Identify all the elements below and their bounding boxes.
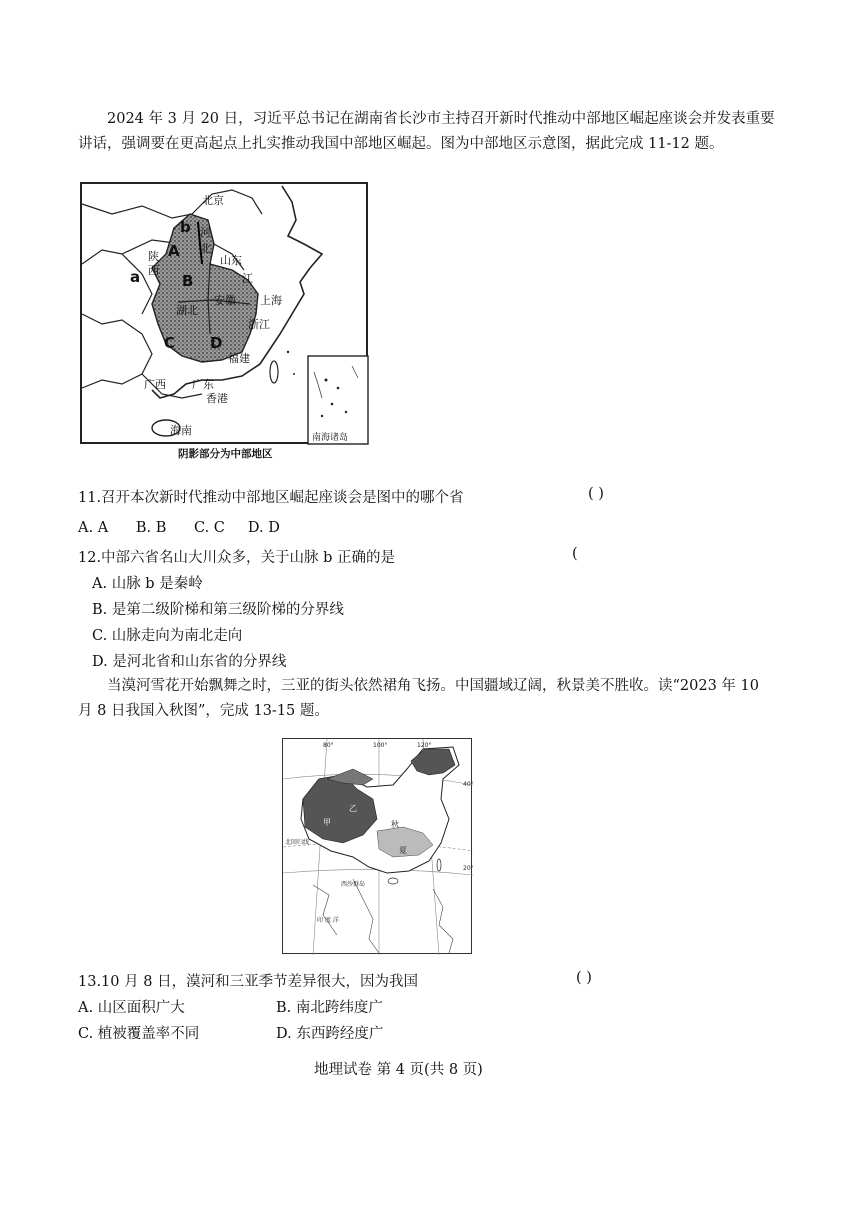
label-guangxi: 广西 bbox=[144, 378, 166, 391]
page-footer: 地理试卷 第 4 页(共 8 页) bbox=[314, 1062, 483, 1078]
q11-bracket: ( ) bbox=[588, 486, 604, 502]
q13-option-b: B. 南北跨纬度广 bbox=[276, 1000, 383, 1016]
q11-stem: 11.召开本次新时代推动中部地区崛起座谈会是图中的哪个省 bbox=[78, 490, 464, 506]
map2-lon80: 80° bbox=[323, 742, 334, 749]
label-fujian: 福建 bbox=[228, 352, 250, 365]
map2-qiu: 秋 bbox=[391, 820, 399, 829]
map2-indian-ocean: 印 度 洋 bbox=[317, 917, 339, 924]
q11-options: A. A B. B C. C D. D bbox=[78, 520, 280, 536]
label-guangdong: 广东 bbox=[192, 378, 214, 391]
q13-option-c: C. 植被覆盖率不同 bbox=[78, 1026, 200, 1042]
q12-option-d: D. 是河北省和山东省的分界线 bbox=[92, 654, 287, 670]
q12-option-a: A. 山脉 b 是秦岭 bbox=[92, 576, 203, 592]
label-shanghai: 上海 bbox=[260, 294, 282, 307]
map2-lat20: 20° bbox=[463, 865, 474, 872]
label-xianggang: 香港 bbox=[206, 392, 228, 405]
label-south-sea: 南海诸岛 bbox=[312, 433, 349, 443]
label-hubei: 湖北 bbox=[176, 304, 198, 317]
label-river-a: a bbox=[130, 268, 141, 286]
map2-xia: 夏 bbox=[399, 846, 407, 855]
central-region-map bbox=[80, 182, 368, 444]
label-region-D: D bbox=[210, 334, 223, 352]
q12-stem: 12.中部六省名山大川众多，关于山脉 b 正确的是 bbox=[78, 550, 396, 566]
label-anhui: 安徽 bbox=[214, 294, 236, 307]
map2-yi: 乙 bbox=[349, 804, 357, 813]
label-shaanxi-shan: 陕 bbox=[148, 250, 159, 263]
label-zhejiang: 浙江 bbox=[248, 318, 270, 331]
autumn-map bbox=[282, 738, 472, 954]
intro-paragraph-2: 当漠河雪花开始飘舞之时，三亚的街头依然裙角飞扬。中国疆域辽阔，秋景美不胜收。读“2023 年 10 月 8 日我国入秋图”，完成 13-15 题。 bbox=[78, 678, 759, 719]
q13-stem: 13.10 月 8 日，漠河和三亚季节差异很大，因为我国 bbox=[78, 974, 419, 990]
map2-jia: 甲 bbox=[323, 818, 331, 827]
label-shandong: 山东 bbox=[220, 254, 242, 267]
map2-lon100: 100° bbox=[373, 742, 388, 749]
map2-lat40: 40° bbox=[463, 781, 474, 788]
q12-option-b: B. 是第二级阶梯和第三级阶梯的分界线 bbox=[92, 602, 344, 618]
map2-tropic: 北回归线 bbox=[285, 839, 310, 846]
q13-option-a: A. 山区面积广大 bbox=[78, 1000, 185, 1016]
label-beijing: 北京 bbox=[202, 194, 224, 207]
label-region-C: C bbox=[164, 334, 176, 352]
intro-paragraph-1: 2024 年 3 月 20 日，习近平总书记在湖南省长沙市主持召开新时代推动中部地区崛起座谈会并发表重要讲话，强调要在更高起点上扎实推动我国中部地区崛起。图为中部地区示意图，据此完成 11-12 题。 bbox=[78, 111, 775, 152]
map2-xisha: 西沙群岛 bbox=[341, 881, 366, 888]
label-hebei-bei: 北 bbox=[200, 242, 211, 255]
label-shaanxi-xi: 西 bbox=[148, 264, 159, 277]
label-region-B: B bbox=[182, 272, 194, 290]
q12-bracket: ( bbox=[572, 546, 578, 562]
q12-option-c: C. 山脉走向为南北走向 bbox=[92, 628, 243, 644]
map1-caption: 阴影部分为中部地区 bbox=[178, 448, 273, 460]
q13-bracket: ( ) bbox=[576, 970, 592, 986]
q13-option-d: D. 东西跨经度广 bbox=[276, 1026, 384, 1042]
label-region-A: A bbox=[168, 242, 180, 260]
label-mountain-b: b bbox=[180, 218, 191, 236]
central-region-map-graphic bbox=[82, 184, 370, 446]
label-hainan: 海南 bbox=[170, 424, 192, 437]
map2-lon120: 120° bbox=[417, 742, 432, 749]
label-hebei-he: 河 bbox=[200, 226, 211, 239]
label-jiang: 江 bbox=[242, 272, 253, 285]
autumn-map-graphic bbox=[283, 739, 473, 955]
